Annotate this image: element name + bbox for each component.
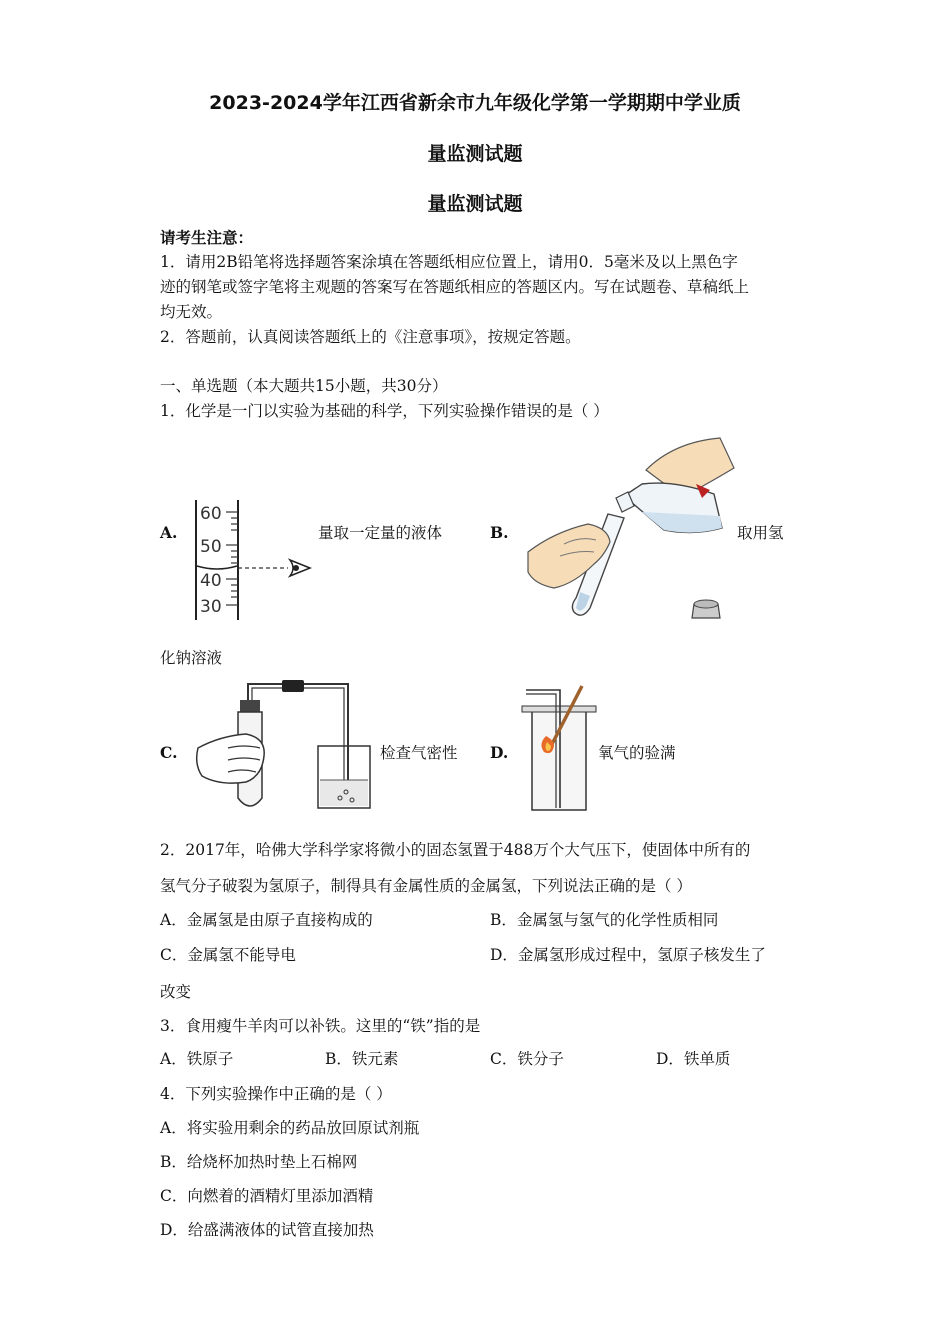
q2-option-a: A．金属氢是由原子直接构成的 [160,911,373,929]
question-4-stem: 4．下列实验操作中正确的是（ ） [160,1085,392,1103]
cylinder-tick-label: 40 [200,571,222,591]
q4-option-b: B．给烧杯加热时垫上石棉网 [160,1153,358,1171]
notice-item-2: 2．答题前，认真阅读答题纸上的《注意事项》，按规定答题。 [160,328,581,346]
q3-option-b: B．铁元素 [325,1050,399,1068]
cylinder-tick-label: 50 [200,537,222,557]
question-3-stem: 3．食用瘦牛羊肉可以补铁。这里的“铁”指的是 [160,1017,481,1035]
q1-option-d-text: 氧气的验满 [598,744,676,762]
q3-option-c: C．铁分子 [490,1050,564,1068]
q4-option-c: C．向燃着的酒精灯里添加酒精 [160,1187,374,1205]
pouring-liquid-figure [524,432,736,624]
q1-option-b-letter: B. [490,523,509,542]
q1-option-c-letter: C. [160,743,178,762]
notice-heading: 请考生注意： [160,228,254,247]
airtightness-check-figure [190,676,380,814]
notice-item-1-cont: 迹的钢笔或签字笔将主观题的答案写在答题纸相应的答题区内。写在试题卷、草稿纸上 [160,278,750,296]
q2-option-d: D．金属氢形成过程中，氢原子核发生了 [490,946,766,964]
page-subtitle: 量监测试题 [427,193,523,215]
q1-option-a-text: 量取一定量的液体 [318,524,443,542]
q1-option-a-letter: A. [160,523,178,542]
q2-option-b: B．金属氢与氢气的化学性质相同 [490,911,719,929]
oxygen-full-test-figure [514,684,598,812]
cylinder-tick-label: 30 [200,597,222,617]
notice-item-1-end: 均无效。 [160,303,223,321]
page-title: 2023-2024学年江西省新余市九年级化学第一学期期中学业质 [209,92,741,114]
question-2-stem: 2．2017年，哈佛大学科学家将微小的固态氢置于488万个大气压下，使固体中所有的 [160,841,751,859]
q3-option-d: D．铁单质 [656,1050,731,1068]
graduated-cylinder-figure [186,492,316,624]
cylinder-tick-label: 60 [200,504,222,524]
q2-option-d-cont: 改变 [160,983,192,1001]
q1-option-b-text-cont: 化钠溶液 [160,649,223,667]
q1-option-c-text: 检查气密性 [380,744,458,762]
q1-option-d-letter: D. [490,743,509,762]
notice-item-1: 1．请用2B铅笔将选择题答案涂填在答题纸相应位置上，请用0．5毫米及以上黑色字 [160,253,738,271]
page-title-cont: 量监测试题 [427,143,523,165]
question-2-stem-cont: 氢气分子破裂为氢原子，制得具有金属性质的金属氢，下列说法正确的是（ ） [160,877,692,895]
section-heading: 一、单选题（本大题共15小题，共30分） [160,377,448,395]
question-1-stem: 1．化学是一门以实验为基础的科学，下列实验操作错误的是（ ） [160,402,609,420]
q3-option-a: A．铁原子 [160,1050,234,1068]
q1-option-b-text: 取用氢 [737,524,784,542]
q4-option-d: D．给盛满液体的试管直接加热 [160,1221,374,1239]
q4-option-a: A．将实验用剩余的药品放回原试剂瓶 [160,1119,420,1137]
q2-option-c: C．金属氢不能导电 [160,946,296,964]
